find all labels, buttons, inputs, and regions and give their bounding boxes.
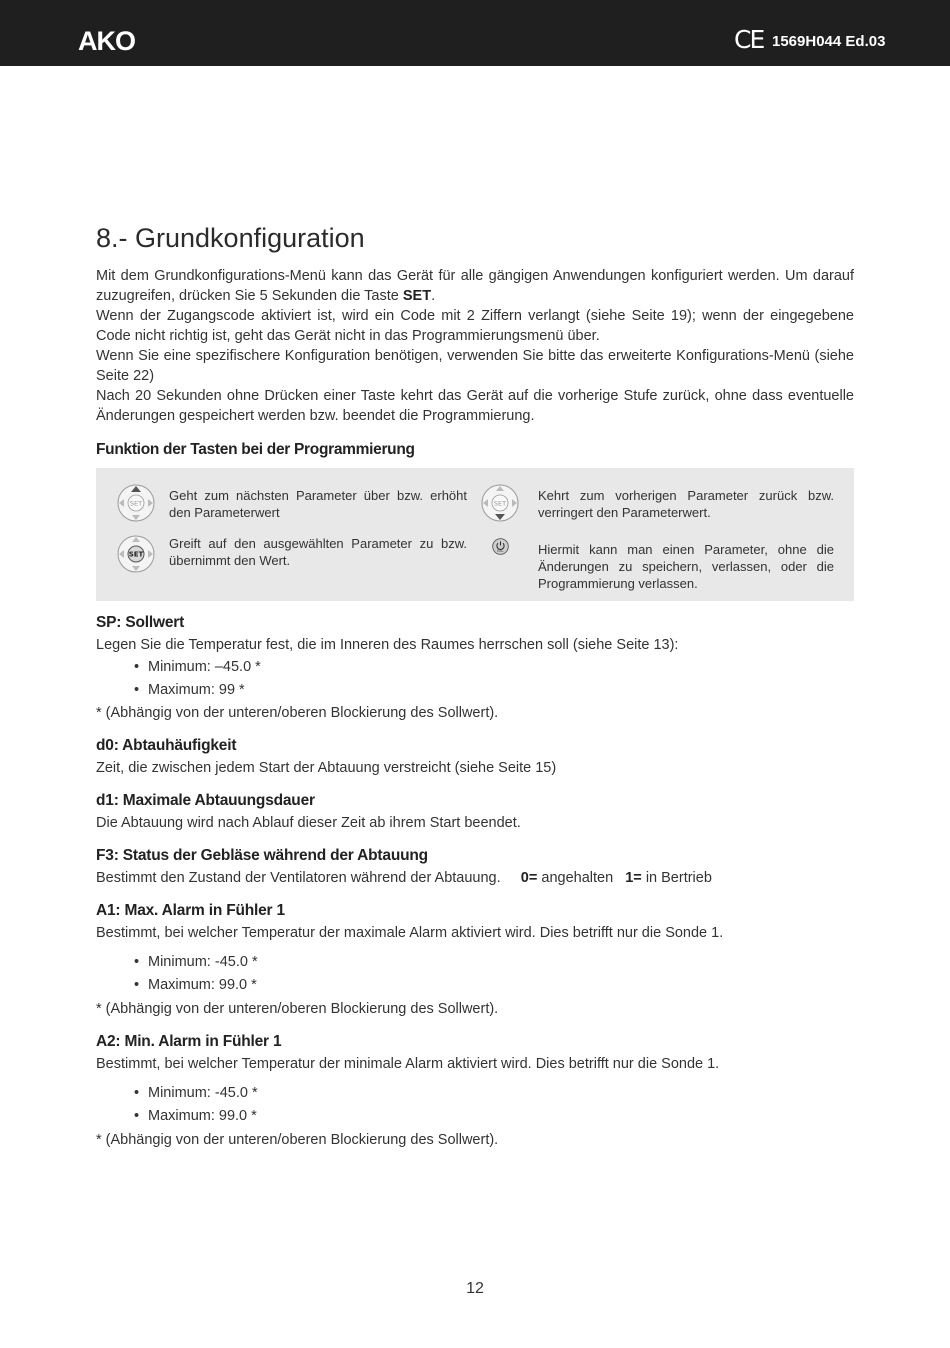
set-label: SET xyxy=(129,499,143,508)
section-d1-title: d1: Maximale Abtauungsdauer xyxy=(96,792,315,809)
section-sp-text: Legen Sie die Temperatur fest, die im Inneren des Raumes herrschen soll (siehe Seite 13): xyxy=(96,637,679,653)
section-sp xyxy=(96,612,854,724)
section-f3-title: F3: Status der Gebläse während der Abtauung xyxy=(96,847,428,864)
key-functions-panel xyxy=(96,468,854,601)
ce-mark-icon: CE xyxy=(734,25,764,54)
power-esc-key-icon xyxy=(492,538,509,555)
keys-heading: Funktion der Tasten bei der Programmierung xyxy=(96,441,415,458)
set-label: SET xyxy=(493,499,507,508)
section-a2-note: * (Abhängig von der unteren/oberen Blockierung des Sollwert). xyxy=(96,1132,499,1148)
set-key-name: SET xyxy=(402,288,432,304)
up-arrow-key-icon xyxy=(116,483,156,523)
section-d0-title: d0: Abtauhäufigkeit xyxy=(96,737,237,754)
page-number: 12 xyxy=(466,1280,484,1297)
section-a2 xyxy=(96,1031,854,1151)
set-label: SET xyxy=(128,550,144,559)
section-d0 xyxy=(96,735,854,779)
section-a1-title: A1: Max. Alarm in Fühler 1 xyxy=(96,902,285,919)
section-f3-description: Bestimmt den Zustand der Ventilatoren während der Abtauung. xyxy=(96,870,501,886)
header-bar xyxy=(0,0,950,66)
list-item: • Minimum: -45.0 * xyxy=(134,1082,854,1105)
intro-paragraph-1 xyxy=(96,266,854,306)
section-f3-text xyxy=(96,867,854,889)
option-1-key: 1= xyxy=(625,870,642,886)
key-up-description: Geht zum nächsten Parameter über bzw. erhöht den Parameterwert xyxy=(169,488,467,520)
main-content xyxy=(96,220,854,1151)
document-reference: 1569H044 Ed.03 xyxy=(772,33,886,50)
intro-paragraph-4: Nach 20 Sekunden ohne Drücken einer Taste kehrt das Gerät auf die vorherige Stufe zurück, ohne dass eventuelle Änderungen gespeichert werden bzw. beendet die Programmierung. xyxy=(96,388,854,424)
esc-label: ESC xyxy=(497,549,504,554)
section-d0-text: Zeit, die zwischen jedem Start der Abtauung verstreicht (siehe Seite 15) xyxy=(96,760,557,776)
section-a1-note: * (Abhängig von der unteren/oberen Blockierung des Sollwert). xyxy=(96,1001,499,1017)
intro-text-1: Mit dem Grundkonfigurations-Menü kann das Gerät für alle gängigen Anwendungen konfiguriert werden. Um darauf zuzugreifen, drücken Sie 5 Sekunden die Taste xyxy=(96,268,854,304)
option-1-value: in Bertrieb xyxy=(645,870,712,886)
section-sp-note: * (Abhängig von der unteren/oberen Blockierung des Sollwert). xyxy=(96,705,499,721)
section-a2-title: A2: Min. Alarm in Fühler 1 xyxy=(96,1033,282,1050)
list-item: • Minimum: –45.0 * xyxy=(134,656,854,679)
down-arrow-key-icon xyxy=(480,483,520,523)
section-d1-text: Die Abtauung wird nach Ablauf dieser Zeit ab ihrem Start beendet. xyxy=(96,815,521,831)
brand-logo: AKO xyxy=(78,26,135,56)
intro-text-1-end: . xyxy=(431,288,436,304)
section-a1-text: Bestimmt, bei welcher Temperatur der maximale Alarm aktiviert wird. Dies betrifft nur die Sonde 1. xyxy=(96,925,724,941)
option-0-value: angehalten xyxy=(541,870,614,886)
list-item: • Minimum: -45.0 * xyxy=(134,951,854,974)
section-a2-text: Bestimmt, bei welcher Temperatur der minimale Alarm aktiviert wird. Dies betrifft nur die Sonde 1. xyxy=(96,1056,720,1072)
page-title: 8.- Grundkonfiguration xyxy=(96,223,365,253)
section-f3 xyxy=(96,845,854,889)
list-item: • Maximum: 99.0 * xyxy=(134,1105,854,1128)
option-0-key: 0= xyxy=(520,870,538,886)
intro-paragraph-3: Wenn Sie eine spezifischere Konfiguration benötigen, verwenden Sie bitte das erweiterte Konfigurations-Menü (siehe Seite 22) xyxy=(96,348,854,384)
section-d1 xyxy=(96,790,854,834)
key-down-description: Kehrt zum vorherigen Parameter zurück bzw. verringert den Parameterwert. xyxy=(538,488,834,520)
list-item: • Maximum: 99.0 * xyxy=(134,974,854,997)
section-a2-range-list xyxy=(96,1082,854,1128)
section-a1 xyxy=(96,900,854,1020)
section-sp-range-list xyxy=(96,656,854,702)
section-a1-range-list xyxy=(96,951,854,997)
list-item: • Maximum: 99 * xyxy=(134,679,854,702)
key-set-description: Greift auf den ausgewählten Parameter zu bzw. übernimmt den Wert. xyxy=(169,536,467,568)
intro-paragraph-2: Wenn der Zugangscode aktiviert ist, wird ein Code mit 2 Ziffern verlangt (siehe Seite 19); wenn der eingegebene Code nicht richtig ist, geht das Gerät nicht in das Programmierungsmenü über. xyxy=(96,308,854,344)
key-power-description: Hiermit kann man einen Parameter, ohne die Änderungen zu speichern, verlassen, oder die Programmierung verlassen. xyxy=(538,542,834,591)
section-sp-title: SP: Sollwert xyxy=(96,614,185,631)
set-key-icon xyxy=(116,534,156,574)
